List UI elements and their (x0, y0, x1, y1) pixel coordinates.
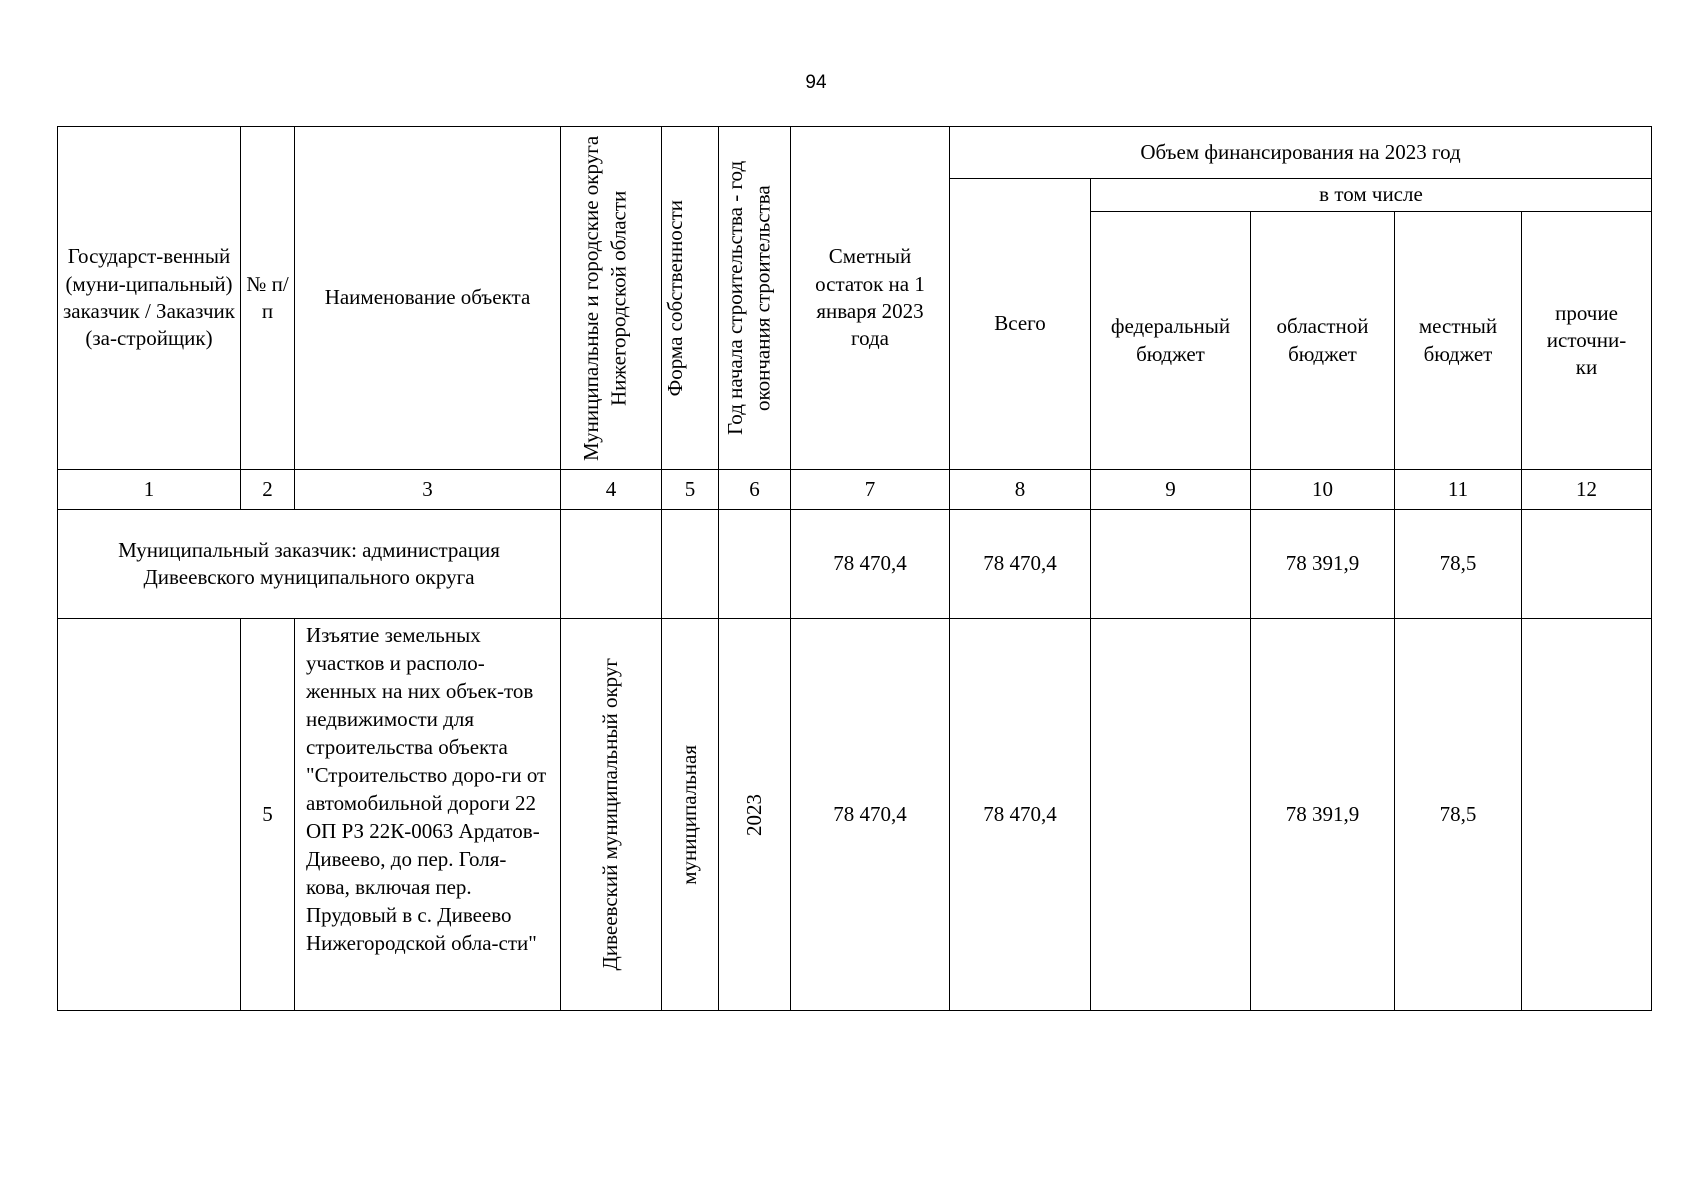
column-number: 5 (662, 470, 719, 510)
object-regional: 78 391,9 (1251, 619, 1395, 1011)
header-including: в том числе (1091, 179, 1652, 212)
column-number: 2 (241, 470, 295, 510)
customer-row (58, 510, 1652, 619)
header-funding-group: Объем финансирования на 2023 год (950, 127, 1652, 179)
customer-local: 78,5 (1395, 510, 1522, 619)
object-number: 5 (241, 619, 295, 1011)
header-local: местный бюджет (1395, 212, 1522, 470)
column-number: 1 (58, 470, 241, 510)
column-number: 12 (1522, 470, 1652, 510)
object-name: Изъятие земельных участков и располо-женных на них объек-тов недвижимости для строительства объекта "Строительство доро-ги от автомобильной дороги 22 ОП РЗ 22К-0063 Ардатов-Дивеево, до пер. Голя-кова, включая пер. Прудовый в с. Дивеево Нижегородской обла-сти" (295, 619, 561, 1011)
header-regional: областной бюджет (1251, 212, 1395, 470)
object-row (58, 619, 1652, 1011)
header-customer: Государст-венный (муни-ципальный) заказчик / Заказчик (за-стройщик) (58, 127, 241, 470)
column-number: 8 (950, 470, 1091, 510)
object-local: 78,5 (1395, 619, 1522, 1011)
customer-federal (1091, 510, 1251, 619)
column-number: 6 (719, 470, 791, 510)
column-number: 11 (1395, 470, 1522, 510)
object-ownership-text: муниципальная (677, 744, 702, 885)
header-total: Всего (950, 179, 1091, 470)
object-municipality-text: Дивеевский муниципальный округ (598, 658, 623, 971)
customer-years-cell (719, 510, 791, 619)
header-ownership-text: Форма собственности (663, 199, 687, 397)
customer-other (1522, 510, 1652, 619)
column-number: 9 (1091, 470, 1251, 510)
customer-municipality-cell (561, 510, 662, 619)
customer-estimate: 78 470,4 (791, 510, 950, 619)
customer-label: Муниципальный заказчик: администрация Дивеевского муниципального округа (58, 510, 561, 619)
object-customer (58, 619, 241, 1011)
funding-table (57, 126, 1652, 1011)
header-municipality-text: Муниципальные и городские округа Нижегородской области (579, 135, 631, 461)
column-number: 10 (1251, 470, 1395, 510)
object-years-text: 2023 (741, 793, 766, 836)
object-estimate: 78 470,4 (791, 619, 950, 1011)
column-number: 3 (295, 470, 561, 510)
header-other: прочие источни-ки (1522, 212, 1652, 470)
header-years (719, 127, 791, 470)
object-municipality (561, 619, 662, 1011)
object-total: 78 470,4 (950, 619, 1091, 1011)
object-other (1522, 619, 1652, 1011)
page-number: 94 (805, 72, 827, 93)
object-years (719, 619, 791, 1011)
header-ownership (662, 127, 719, 470)
header-estimate: Сметный остаток на 1 января 2023 года (791, 127, 950, 470)
column-number: 4 (561, 470, 662, 510)
header-number: № п/п (241, 127, 295, 470)
header-object-name: Наименование объекта (295, 127, 561, 470)
customer-ownership-cell (662, 510, 719, 619)
object-ownership (662, 619, 719, 1011)
header-years-text: Год начала строительства - год окончания строительства (722, 160, 774, 436)
column-number: 7 (791, 470, 950, 510)
header-federal: федеральный бюджет (1091, 212, 1251, 470)
customer-total: 78 470,4 (950, 510, 1091, 619)
object-federal (1091, 619, 1251, 1011)
customer-regional: 78 391,9 (1251, 510, 1395, 619)
header-municipality (561, 127, 662, 470)
column-number-row (58, 470, 1652, 510)
